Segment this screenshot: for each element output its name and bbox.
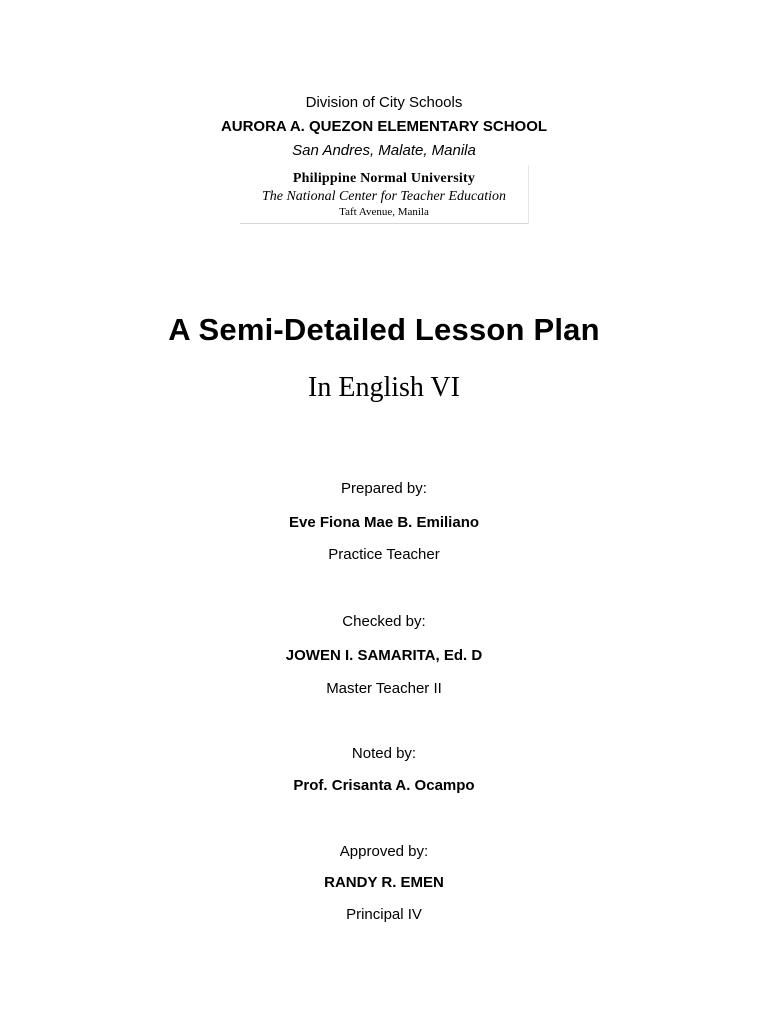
document-title: A Semi-Detailed Lesson Plan [168,312,600,347]
university-tagline: The National Center for Teacher Education [261,189,507,204]
school-address: San Andres, Malate, Manila [292,142,476,159]
university-address: Taft Avenue, Manila [339,206,429,218]
noted-by-label: Noted by: [351,745,417,762]
checked-by-role: Master Teacher II [326,680,442,697]
university-letterhead [240,165,529,224]
school-name: AURORA A. QUEZON ELEMENTARY SCHOOL [220,118,548,135]
checked-by-name: JOWEN I. SAMARITA, Ed. D [285,647,483,664]
prepared-by-name: Eve Fiona Mae B. Emiliano [288,514,480,531]
division-name: Division of City Schools [305,94,463,111]
prepared-by-role: Practice Teacher [328,546,440,563]
approved-by-name: RANDY R. EMEN [324,874,444,891]
noted-by-name: Prof. Crisanta A. Ocampo [293,777,475,794]
approved-by-label: Approved by: [339,843,429,860]
approved-by-role: Principal IV [346,906,422,923]
university-name: Philippine Normal University [292,171,476,186]
checked-by-label: Checked by: [342,613,426,630]
prepared-by-label: Prepared by: [341,480,427,497]
document-subtitle: In English VI [308,372,460,403]
